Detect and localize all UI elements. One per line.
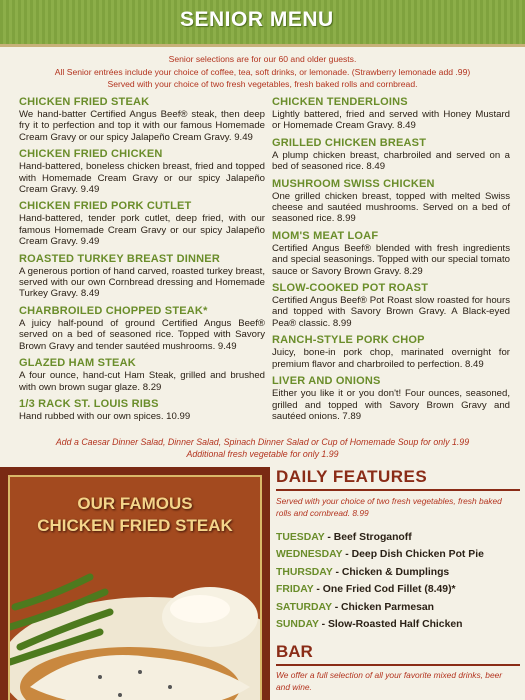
- menu-item-name: SLOW-COOKED POT ROAST: [272, 282, 429, 295]
- menu-item-name: GLAZED HAM STEAK: [19, 357, 136, 370]
- menu-item: [272, 375, 510, 422]
- menu-item-name: MUSHROOM SWISS CHICKEN: [272, 177, 435, 190]
- intro-text: [10, 53, 515, 91]
- menu-item: [19, 200, 265, 247]
- day-name: FRIDAY: [276, 584, 314, 596]
- bar-note: We offer a full selection of all your favorite mixed drinks, beer and wine.: [276, 670, 503, 692]
- menu-item-name: ROASTED TURKEY BREAST DINNER: [19, 252, 220, 265]
- chicken-fried-steak-illustration: [10, 537, 260, 700]
- day-dish: - Slow-Roasted Half Chicken: [318, 619, 463, 631]
- menu-item: [272, 137, 510, 173]
- day-dish: - One Fried Cod Fillet (8.49)*: [313, 584, 456, 596]
- menu-item-name: CHICKEN FRIED STEAK: [19, 96, 150, 108]
- menu-item: [19, 253, 265, 300]
- list-item: [276, 529, 521, 546]
- menu-item-name: RANCH-STYLE PORK CHOP: [272, 334, 425, 347]
- menu-item: [19, 357, 265, 393]
- menu-item-desc: We hand-batter Certified Angus Beef® steak, then deep fry it to perfection and top it with our famous Homemade Cream Gravy or our spicy Jalapeño Cream Gravy. 9.49: [19, 109, 265, 143]
- menu-item-desc: Lightly battered, fried and served with Honey Mustard or Homemade Cream Gravy. 8.49: [272, 109, 510, 132]
- menu-column-left: [19, 96, 265, 427]
- list-item: [276, 564, 521, 581]
- day-dish: - Chicken & Dumplings: [332, 566, 450, 578]
- menu-item: [272, 334, 510, 370]
- day-name: SATURDAY: [276, 601, 332, 613]
- daily-features-divider: [276, 489, 520, 491]
- menu-item-name: CHICKEN FRIED PORK CUTLET: [19, 200, 192, 213]
- day-name: SUNDAY: [276, 619, 319, 631]
- daily-features-list: [276, 529, 521, 633]
- menu-item-name: LIVER AND ONIONS: [272, 375, 381, 388]
- menu-item-desc: One grilled chicken breast, topped with melted Swiss cheese and sautéed mushrooms. Served on a bed of seasoned rice. 8.99: [272, 190, 510, 225]
- bar-title: BAR: [276, 642, 313, 661]
- menu-item: [19, 96, 265, 143]
- menu-item: [272, 178, 510, 225]
- list-item: [276, 616, 521, 633]
- intro-line: Served with your choice of two fresh vegetables, fresh baked rolls and cornbread.: [107, 79, 418, 89]
- featured-photo-title: [10, 493, 260, 537]
- day-dish: - Chicken Parmesan: [331, 601, 435, 613]
- featured-photo-panel: [0, 467, 270, 700]
- menu-item: [272, 96, 510, 132]
- menu-item: [19, 305, 265, 352]
- menu-item-desc: Either you like it or you don't! Four ounces, seasoned, grilled and topped with Savory Brown Gravy and sautéed onions. 7.89: [272, 388, 510, 422]
- day-name: WEDNESDAY: [276, 549, 343, 561]
- day-name: THURSDAY: [276, 566, 333, 578]
- menu-item-desc: Hand-battered, tender pork cutlet, deep fried, with our famous Homemade Cream Gravy or our spicy Jalapeño Cream Gravy. 9.49: [19, 213, 265, 248]
- list-item: [276, 546, 521, 563]
- header-divider: [0, 44, 525, 47]
- menu-item: [19, 398, 265, 422]
- daily-features-title: DAILY FEATURES: [276, 467, 428, 486]
- menu-item: [272, 282, 510, 329]
- menu-item: [272, 230, 510, 277]
- menu-item-name: GRILLED CHICKEN BREAST: [272, 136, 427, 149]
- menu-item-desc: Juicy, bone-in pork chop, marinated overnight for premium flavor and charbroiled to perfection. 8.49: [272, 347, 510, 370]
- menu-item-desc: Hand rubbed with our own spices. 10.99: [19, 410, 191, 422]
- page-title: SENIOR MENU: [180, 8, 334, 31]
- daily-features: [272, 467, 525, 700]
- addons-text: [10, 436, 515, 460]
- menu-column-right: [272, 96, 510, 427]
- day-dish: - Deep Dish Chicken Pot Pie: [342, 549, 484, 561]
- menu-item-desc: Certified Angus Beef® Pot Roast slow roasted for hours and topped with Savory Brown Gravy. A Black-eyed Pea® classic. 8.99: [272, 295, 510, 329]
- menu-item-desc: A generous portion of hand carved, roasted turkey breast, served with our own Cornbread dressing and Homemade Turkey Gravy. 8.49: [19, 265, 265, 300]
- list-item: [276, 581, 521, 598]
- featured-title-line: OUR FAMOUS: [77, 494, 193, 513]
- menu-item-desc: Certified Angus Beef® blended with fresh ingredients and special seasonings. Topped with our special tomato sauce or Savory Brown Gravy. 8.29: [272, 242, 510, 277]
- menu-item-name: CHICKEN TENDERLOINS: [272, 96, 408, 108]
- menu-item-name: CHICKEN FRIED CHICKEN: [19, 148, 163, 161]
- addon-line: Additional fresh vegetable for only 1.99: [186, 449, 339, 459]
- addon-line: Add a Caesar Dinner Salad, Dinner Salad, Spinach Dinner Salad or Cup of Homemade Soup for only 1.99: [55, 437, 470, 447]
- featured-title-line: CHICKEN FRIED STEAK: [37, 516, 233, 535]
- menu-item-desc: Hand-battered, boneless chicken breast, fried and topped with Homemade Cream Gravy or our spicy Jalapeño Cream Gravy. 9.49: [19, 161, 265, 196]
- menu-item-desc: A juicy half-pound of ground Certified Angus Beef® served on a bed of seasoned rice. Topped with Savory Brown Gravy and tender sautéed mushrooms. 9.49: [19, 317, 265, 352]
- day-name: TUESDAY: [276, 532, 325, 543]
- menu-item-desc: A four ounce, hand-cut Ham Steak, grilled and brushed with own brown sugar glaze. 8.29: [19, 370, 265, 393]
- menu-item: [19, 148, 265, 195]
- featured-photo: [8, 475, 262, 700]
- intro-line: Senior selections are for our 60 and older guests.: [168, 54, 357, 64]
- menu-item-desc: A plump chicken breast, charbroiled and served on a bed of seasoned rice. 8.49: [272, 149, 510, 173]
- daily-features-note: Served with your choice of two fresh vegetables, fresh baked rolls and cornbread. 8.99: [276, 496, 502, 518]
- menu-item-name: 1/3 RACK ST. LOUIS RIBS: [19, 397, 159, 410]
- bar-divider: [276, 664, 520, 666]
- list-item: [276, 599, 521, 616]
- day-dish: - Beef Stroganoff: [324, 532, 412, 543]
- intro-line: All Senior entrées include your choice of coffee, tea, soft drinks, or lemonade. (Strawberry lemonade add .99): [54, 66, 471, 77]
- menu-item-name: CHARBROILED CHOPPED STEAK*: [19, 304, 208, 317]
- menu-item-name: MOM'S MEAT LOAF: [272, 229, 379, 242]
